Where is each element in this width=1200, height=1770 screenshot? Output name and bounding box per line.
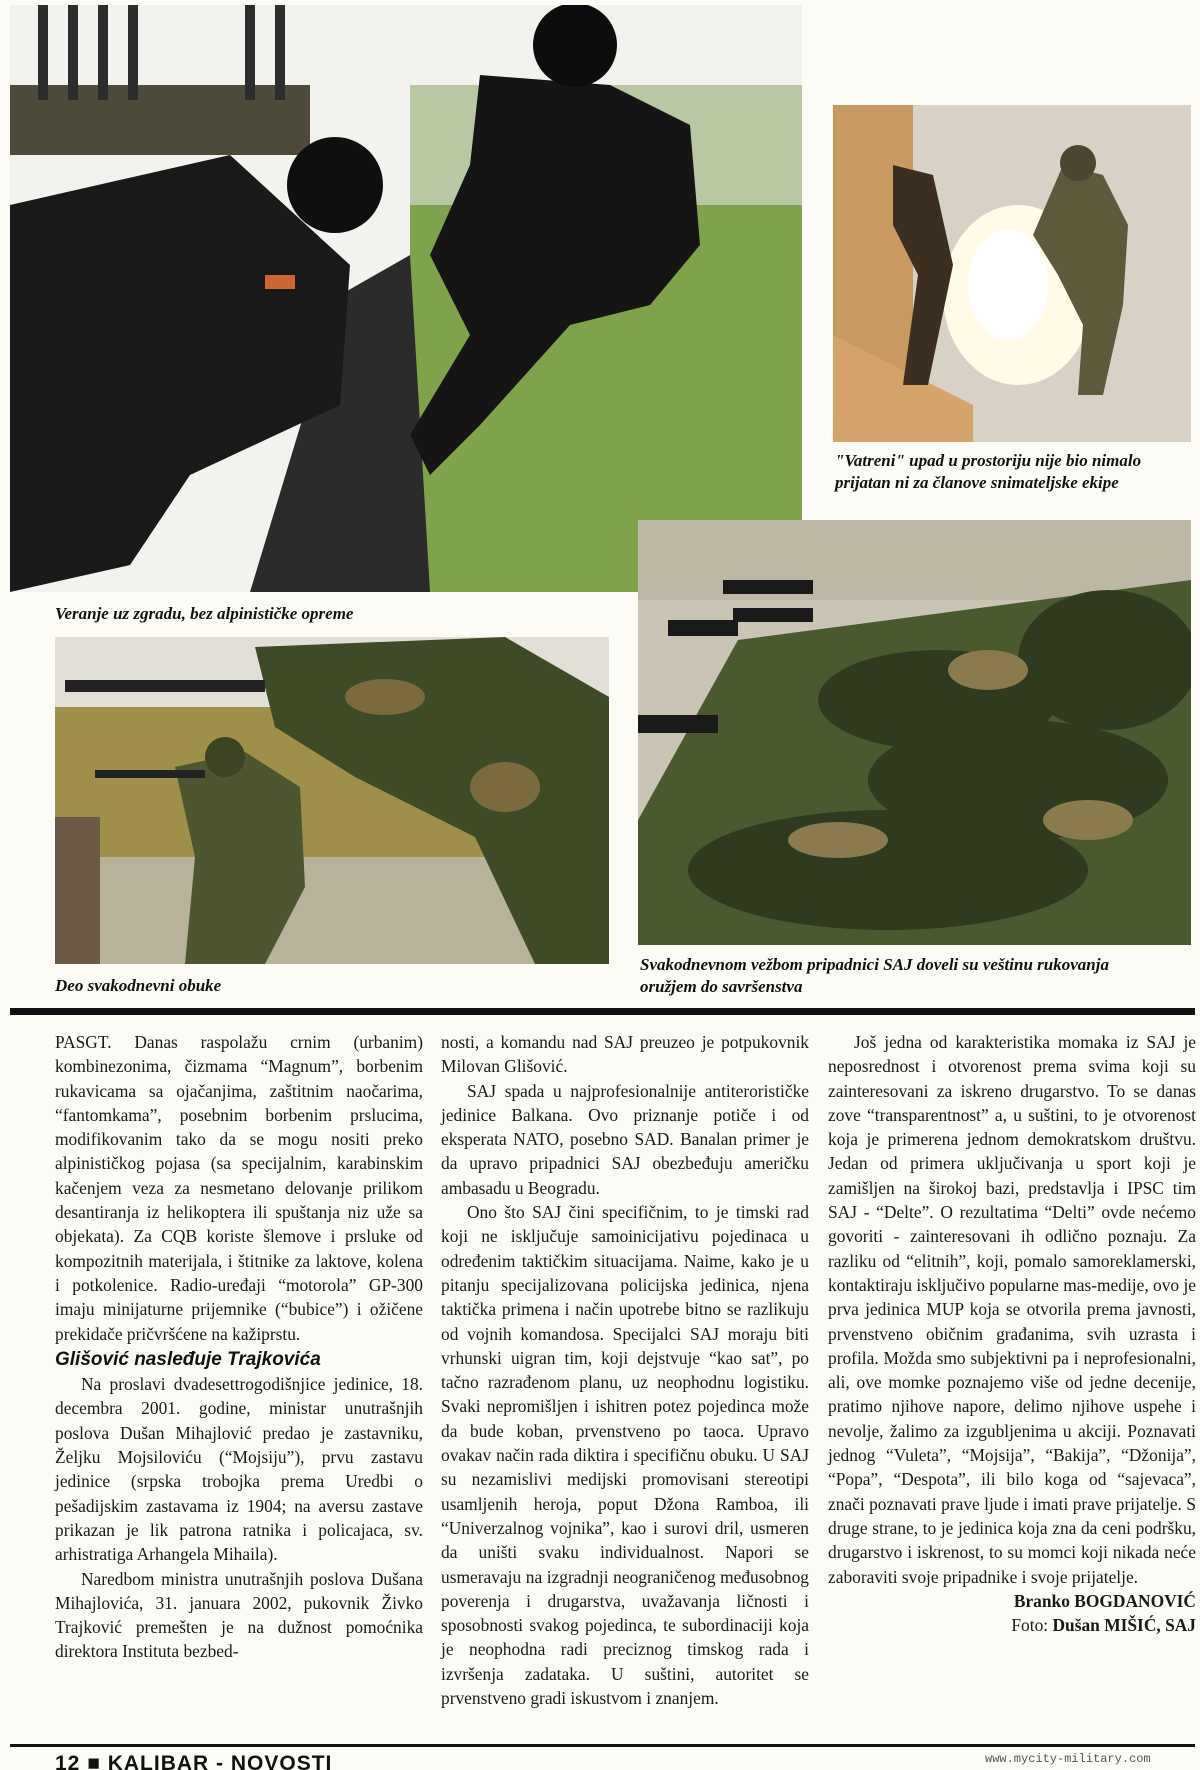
photo-room-entry	[833, 105, 1191, 442]
paragraph: Na proslavi dvadesettrogodišnjice jedinice, 18. decembra 2001. godine, ministar unutrašnjih poslova Dušan Mihajlović predao je zastavniku, Željku Mojsiloviću (“Mojsiju”), prvu zastavu jedinice (srpska trobojka prema Uredbi o pešadijskim zastavama iz 1904; na aversu zastave prikazan je lik patrona ratnika i policajaca, sv. arhistratiga Arhangela Mihaila).	[55, 1374, 423, 1565]
photo-credit	[828, 1613, 1196, 1637]
photo-building-climb	[10, 5, 802, 592]
page-footer-title: 12 ■ KALIBAR - NOVOSTI	[55, 1752, 333, 1770]
article-column-3	[828, 1030, 1196, 1637]
photo-rifle-training	[55, 637, 609, 964]
section-subheading: Glišović nasleđuje Trajkovića	[55, 1348, 321, 1370]
caption-pistol-training-line2: oružjem do savršenstva	[640, 977, 803, 996]
caption-pistol-training-line1: Svakodnevnom vežbom pripadnici SAJ doveli su veštinu rukovanja	[640, 955, 1109, 974]
caption-room-entry-line2: prijatan ni za članove snimateljske ekipe	[835, 473, 1119, 492]
article-column-2	[441, 1030, 809, 1710]
caption-building-climb: Veranje uz zgradu, bez alpinističke opreme	[55, 604, 354, 623]
photo-credit-name: Dušan MIŠIĆ, SAJ	[1052, 1615, 1196, 1636]
paragraph: Naredbom ministra unutrašnjih poslova Dušana Mihajlovića, 31. januara 2002, pukovnik Živko Trajković premešten je na dužnost pomoćnika direktora Instituta bezbed-	[55, 1568, 423, 1662]
caption-rifle-training: Deo svakodnevni obuke	[55, 976, 222, 995]
paragraph: nosti, a komandu nad SAJ preuzeo je potpukovnik Milovan Glišović.	[441, 1032, 809, 1077]
author-signature	[828, 1589, 1196, 1613]
paragraph: Još jedna od karakteristika momaka iz SAJ je neposrednost i otvorenost prema svima koji su zainteresovani za iskreno drugarstvo. To se danas zove “transparentnost” a, u suštini, to je otvorenost koja je primerena jednom demokratskom društvu. Jedan od primera uključivanja u sport koji je zamišljen na širokoj bazi, predstavlja i IPSC tim SAJ - “Delte”. O rezultatima “Delti” ovde nećemo govoriti - zainteresovani ih odlično poznaju. Za razliku od “elitnih”, koji, pomalo samoreklamerski, kontaktiraju isključivo popularne mas-medije, ovo je prva jedinica MUP koja se otvorila prema javnosti, prvenstveno običnim građanima, svih uzrasta i profila. Možda smo subjektivni pa i neprofesionalni, ali, ove momke poznajemo više od jedne decenije, pratimo njihove napore, delimo njihove uspehe i nevolje, žalimo za izgubljenima u akciji. Poznavati jednog “Vuleta”, “Mojsija”, “Bakija”, “Džonija”, “Popa”, “Despota”, ili bilo koga od “sajevaca”, znači poznavati prave ljude i imati prave prijatelje. S druge strane, to je jedinica koja zna da ceni podršku, drugarstvo i iskrenost, to su momci koji nikada neće zaboraviti svoje pripadnike i svoje prijatelje.	[828, 1032, 1197, 1587]
photo-credit-label: Foto:	[1011, 1615, 1049, 1636]
footer-divider	[10, 1744, 1195, 1747]
article-column-1	[55, 1030, 423, 1664]
caption-room-entry	[835, 450, 1195, 494]
paragraph: Ono što SAJ čini specifičnim, to je timski rad koji ne isključuje samoinicijativu pojedinaca u određenim taktičkim situacijama. Naime, kako je u pitanju specijalizovana policijska jedinica, njena taktička primena i način upotrebe bitno se razlikuju od vojnih komandosa. Specijalci SAJ moraju biti vrhunski uigran tim, koji dejstvuje “kao sat”, po tačno razrađenom planu, uz neophodnu logistiku. Svaki nepromišljen i ishitren potez pojedinca može da bude koban, prvenstveno po taoca. Upravo ovakav način rada diktira i specifičnu obuku. U SAJ su nezamislivi medijski promovisani stereotipi usamljenih heroja, poput Džona Ramboa, ili “Univerzalnog vojnika”, kao i surovi dril, usmeren da uništi svaku individualnost. Napori se usmeravaju na izgradnji neograničenog međusobnog poverenja i drugarstva, uvažavanja ličnosti i sposobnosti svakog pojedinca, te subordinaciji koja je neophodna radi preciznog timskog rada i izvršenja zadataka. U suštini, autoritet se prvenstveno gradi iskustvom i znanjem.	[441, 1202, 809, 1709]
caption-room-entry-line1: "Vatreni" upad u prostoriju nije bio nimalo	[835, 451, 1142, 470]
paragraph: SAJ spada u najprofesionalnije antiterorističke jedinice Balkana. Ovo priznanje potiče i od eksperata NATO, posebno SAD. Banalan primer je da upravo pripadnici SAJ obezbeđuju američku ambasadu u Beogradu.	[441, 1080, 809, 1198]
paragraph: PASGT. Danas raspolažu crnim (urbanim) kombinezonima, čizmama “Magnum”, borbenim rukavicama sa ojačanjima, zaštitnim naočarima, “fantomkama”, posebnim borbenim prslucima, modifikovanim tako da se mogu nositi preko alpinističkog pojasa (sa specijalnim, karabinskim kačenjem veza za nesmetano delovanje prilikom desantiranja iz helikoptera ili spuštanja niz uže sa objekata). Za CQB koriste šlemove i prsluke od kompozitnih materijala, i štitnike za laktove, kolena i potkolenice. Radio-uređaji “motorola” GP-300 imaju minijaturne prijemnike (“bubice”) i ožičene prekidače pričvršćene na kažiprstu.	[55, 1032, 423, 1344]
photo-pistol-training	[638, 520, 1191, 945]
section-divider	[10, 1008, 1195, 1015]
watermark: www.mycity-military.com	[985, 1752, 1151, 1766]
caption-pistol-training	[640, 954, 1195, 998]
author-name: Branko BOGDANOVIĆ	[1013, 1590, 1196, 1611]
